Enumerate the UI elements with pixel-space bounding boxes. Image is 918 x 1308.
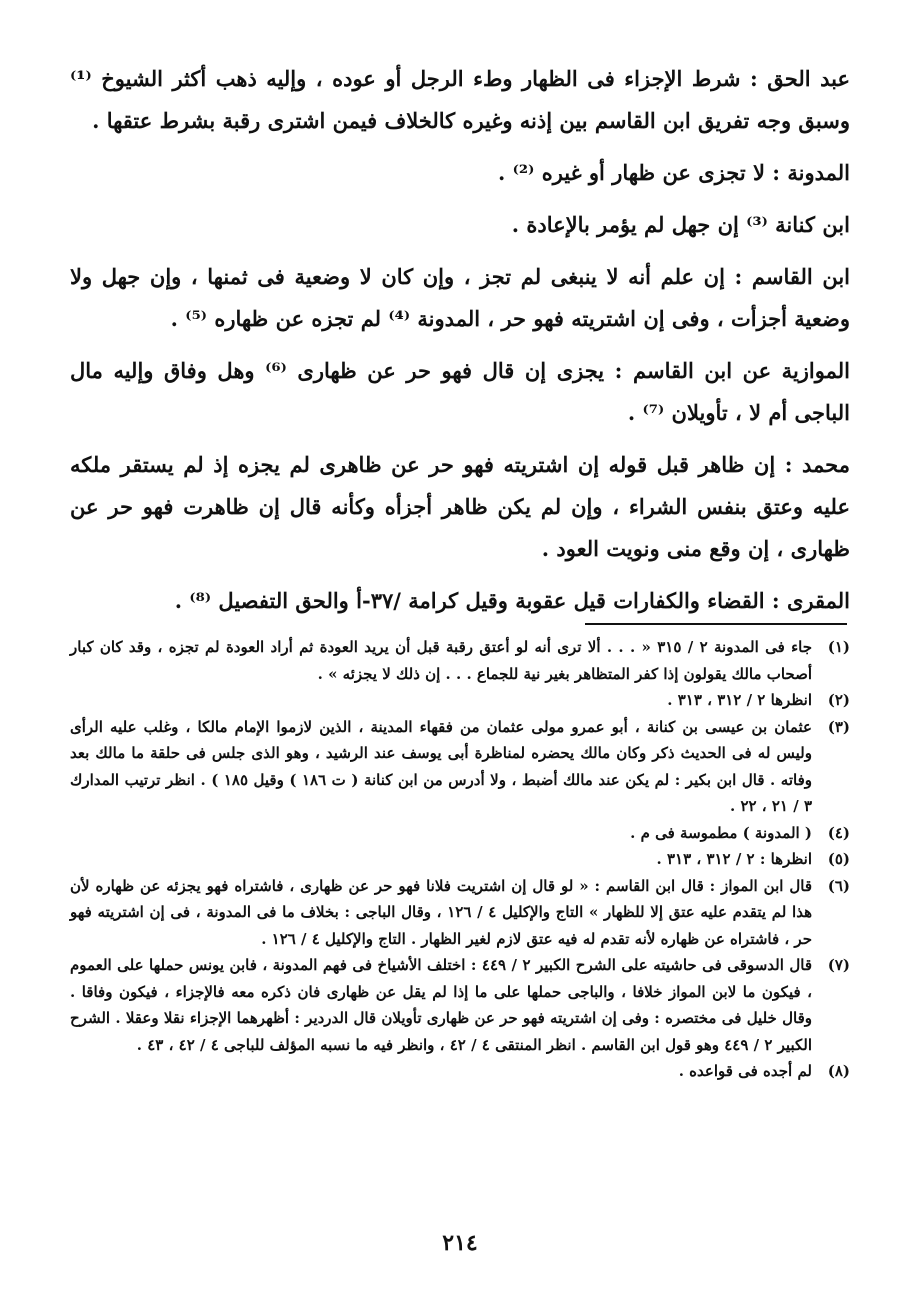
footnote-text: قال ابن المواز : قال ابن القاسم : « لو قال إن اشتريت فلانا فهو حر عن ظهارى ، فاشتراه فهو يجزئه عن ظهاره لأن هذا لم يتقدم عليه عتق إلا للظهار » التاج والإكليل ٤ / ١٢٦ ، وقال الباجى : بخلاف ما فى المدونة ، فى إن اشتريته فهو حر ، فاشتراه عن ظهاره لأنه تقدم له فيه عتق لازم لغير الظهار . التاج والإكليل ٤ / ١٢٦ .: [70, 876, 812, 948]
footnote-text: انظرها ٢ / ٣١٢ ، ٣١٣ .: [667, 691, 812, 709]
footnote: [70, 952, 850, 1058]
footnote: [70, 1058, 850, 1085]
main-text: [70, 58, 850, 632]
footnote-number: (٥): [827, 850, 850, 868]
footnote-text: لم أجده فى قواعده .: [678, 1062, 812, 1080]
footnote-number: (٣): [827, 717, 850, 736]
footnotes: [70, 634, 850, 1085]
footnote-text: ( المدونة ) مطموسة فى م .: [630, 823, 812, 842]
paragraph-mudawwana: المدونة : لا تجزى عن ظهار أو غيره ⁽²⁾ .: [498, 160, 850, 185]
footnote: [70, 820, 850, 847]
footnote-text: قال الدسوقى فى حاشيته على الشرح الكبير ٢ / ٤٤٩ : اختلف الأشياخ فى فهم المدونة ، فابن يونس حملها على العموم ، فيكون ما لابن المواز خلافا ، والباجى حملها على ما إذا لم يقل عن ظهارى فان ذكره معه فالإجزاء ، فيكون وفاقا . وقال خليل فى مختصره : وفى إن اشتريته فهو حر عن ظهارى تأويلان قال الدردير : أظهرهما الإجزاء نقلا وعقلا . الشرح الكبير ٢ / ٤٤٩ وهو قول ابن القاسم . انظر المنتقى ٤ / ٤٢ ، وانظر فيه ما نسبه المؤلف للباجى ٤ / ٤٢ ، ٤٣ .: [70, 956, 812, 1054]
paragraph-abd-al-haqq: عبد الحق : شرط الإجزاء فى الظهار وطء الرجل أو عوده ، وإليه ذهب أكثر الشيوخ ⁽¹⁾ وسبق وجه تفريق ابن القاسم بين إذنه وغيره كالخلاف فيمن اشترى رقبة بشرط عتقها .: [70, 66, 850, 133]
paragraph-ibn-kinana: ابن كنانة ⁽³⁾ إن جهل لم يؤمر بالإعادة .: [511, 212, 850, 237]
footnote-number: (٦): [827, 876, 850, 895]
footnote: [70, 846, 850, 873]
footnote-number: (٤): [827, 823, 850, 842]
footnote: [70, 714, 850, 820]
footnote: [70, 687, 850, 714]
paragraph-mawaziyya: الموازية عن ابن القاسم : يجزى إن قال فهو حر عن ظهارى ⁽⁶⁾ وهل وفاق وإليه مال الباجى أم لا ، تأويلان ⁽⁷⁾ .: [70, 358, 850, 425]
footnote-text: عثمان بن عيسى بن كنانة ، أبو عمرو مولى عثمان من فقهاء المدينة ، الذين لازموا الإمام مالكا ، وغلب عليه الرأى وليس له فى الحديث ذكر وكان مالك يحضره لمناظرة أبى يوسف عند الرشيد ، وهو الذى جلس فى حلقة ما مالك بعد وفاته . قال ابن بكير : لم يكن عند مالك أضبط ، ولا أدرس من ابن كنانة ( ت ١٨٦ ) وقيل ١٨٥ ) . انظر ترتيب المدارك ٣ / ٢١ ، ٢٢ .: [70, 717, 813, 815]
footnote-number: (٨): [827, 1062, 850, 1080]
footnote: [70, 873, 850, 953]
footnote-number: (٢): [827, 691, 850, 709]
paragraph-ibn-al-qasim: ابن القاسم : إن علم أنه لا ينبغى لم تجز ، وإن كان لا وضعية فى ثمنها ، وإن جهل ولا وضعية أجزأت ، وفى إن اشتريته فهو حر ، المدونة ⁽⁴⁾ لم تجزه عن ظهاره ⁽⁵⁾ .: [70, 264, 850, 331]
paragraph-maqqari: المقرى : القضاء والكفارات قيل عقوبة وقيل كرامة /٣٧-أ والحق التفصيل ⁽⁸⁾ .: [174, 588, 850, 613]
footnote-separator: [585, 623, 847, 625]
footnote-number: (١): [827, 638, 850, 656]
footnote-text: انظرها : ٢ / ٣١٢ ، ٣١٣ .: [656, 850, 812, 868]
footnote: [70, 634, 850, 687]
footnote-number: (٧): [827, 956, 850, 974]
paragraph-muhammad: محمد : إن ظاهر قبل قوله إن اشتريته فهو حر عن ظاهرى لم يجزه إذ لم يستقر ملكه عليه وعتق بنفس الشراء ، وإن لم يكن ظاهر أجزأه وكأنه قال إن ظاهرت فهو حر عن ظهارى ، إن وقع منى ونويت العود .: [70, 452, 850, 561]
page-number: ٢١٤: [442, 1230, 478, 1256]
footnote-text: جاء فى المدونة ٢ / ٣١٥ « . . . ألا ترى أنه لو أعتق رقبة قبل أن يريد العودة ثم أراد العودة لم تجزه ، وقد كان كبار أصحاب مالك يقولون إذا كفر المتظاهر بغير نية للجماع . . . إن ذلك لا يجزئه » .: [70, 638, 812, 683]
